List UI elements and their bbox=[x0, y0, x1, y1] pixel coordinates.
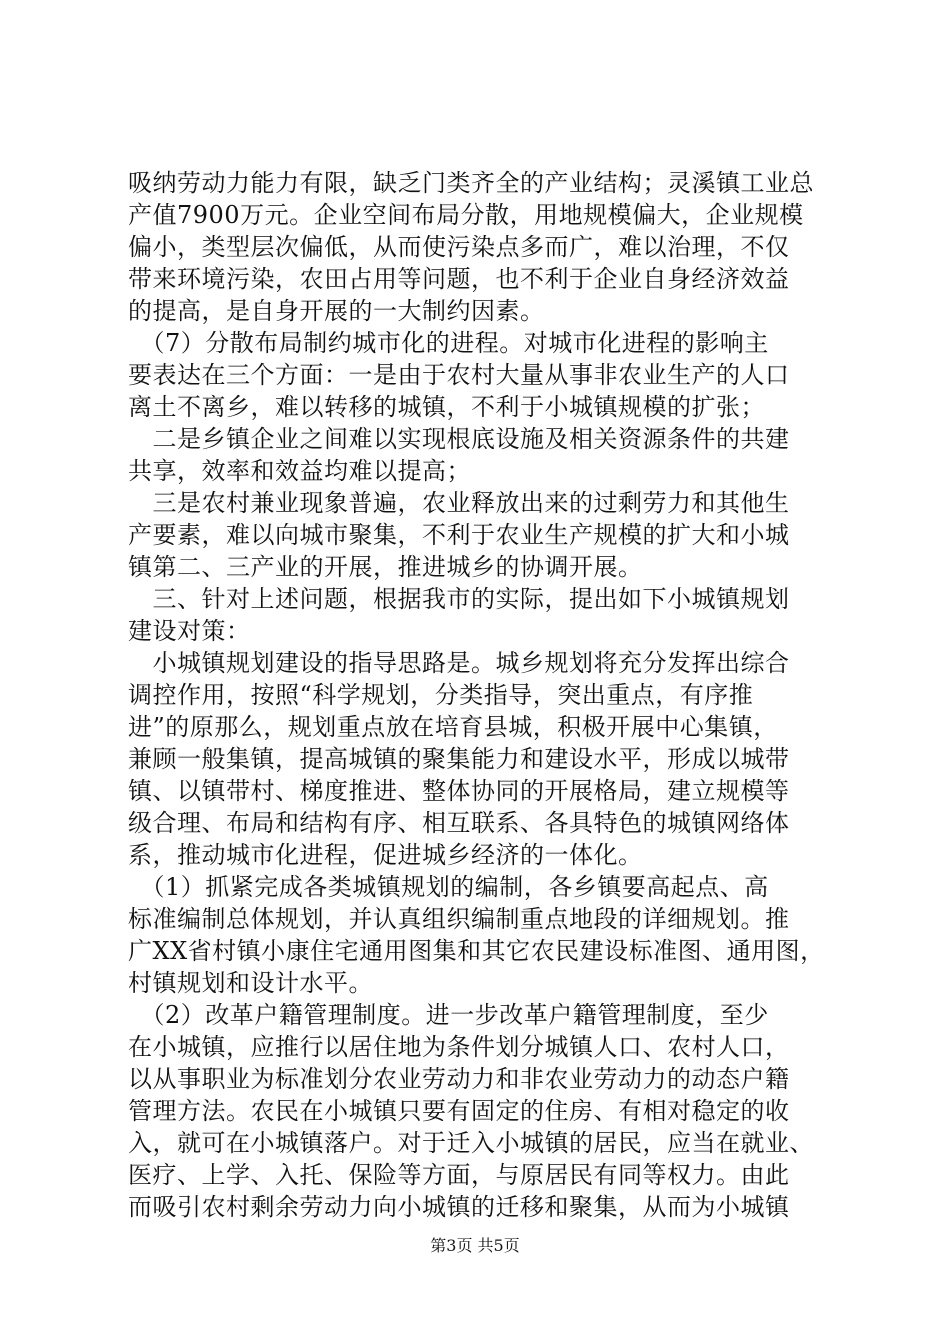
text-line: 产值7900万元。企业空间布局分散，用地规模偏大，企业规模 bbox=[128, 201, 804, 229]
text-line: 离土不离乡，难以转移的城镇，不利于小城镇规模的扩张； bbox=[128, 393, 765, 421]
text-line: 三、针对上述问题，根据我市的实际，提出如下小城镇规划 bbox=[128, 585, 790, 613]
text-line: 产要素，难以向城市聚集，不利于农业生产规模的扩大和小城 bbox=[128, 521, 790, 549]
text-line: （1）抓紧完成各类城镇规划的编制，各乡镇要高起点、高 bbox=[128, 873, 769, 901]
text-line: 要表达在三个方面：一是由于农村大量从事非农业生产的人口 bbox=[128, 361, 790, 389]
text-line: 镇第二、三产业的开展，推进城乡的协调开展。 bbox=[128, 553, 643, 581]
text-line: （7）分散布局制约城市化的进程。对城市化进程的影响主 bbox=[128, 329, 769, 357]
text-line: 的提高，是自身开展的一大制约因素。 bbox=[128, 297, 545, 325]
text-line: 建设对策： bbox=[128, 617, 251, 645]
text-line: （2）改革户籍管理制度。进一步改革户籍管理制度，至少 bbox=[128, 1001, 769, 1029]
text-line: 标准编制总体规划，并认真组织编制重点地段的详细规划。推 bbox=[128, 905, 790, 933]
text-line: 共享，效率和效益均难以提高； bbox=[128, 457, 471, 485]
text-line: 而吸引农村剩余劳动力向小城镇的迁移和聚集，从而为小城镇 bbox=[128, 1193, 790, 1221]
text-line: 级合理、布局和结构有序、相互联系、各具特色的城镇网络体 bbox=[128, 809, 790, 837]
text-line: 医疗、上学、入托、保险等方面，与原居民有同等权力。由此 bbox=[128, 1161, 790, 1189]
text-line: 村镇规划和设计水平。 bbox=[128, 969, 373, 997]
text-line: 吸纳劳动力能力有限，缺乏门类齐全的产业结构；灵溪镇工业总 bbox=[128, 169, 814, 197]
page-footer: 第3页 共5页 bbox=[430, 1236, 520, 1255]
body-text bbox=[128, 167, 833, 1223]
text-line: 偏小，类型层次偏低，从而使污染点多而广，难以治理，不仅 bbox=[128, 233, 790, 261]
text-line: 以从事职业为标准划分农业劳动力和非农业劳动力的动态户籍 bbox=[128, 1065, 790, 1093]
text-line: 三是农村兼业现象普遍，农业释放出来的过剩劳力和其他生 bbox=[128, 489, 790, 517]
text-line: 带来环境污染，农田占用等问题，也不利于企业自身经济效益 bbox=[128, 265, 790, 293]
text-line: 兼顾一般集镇，提高城镇的聚集能力和建设水平，形成以城带 bbox=[128, 745, 790, 773]
text-line: 进”的原那么，规划重点放在培育县城，积极开展中心集镇， bbox=[128, 713, 778, 741]
text-line: 小城镇规划建设的指导思路是。城乡规划将充分发挥出综合 bbox=[128, 649, 790, 677]
text-line: 调控作用，按照“科学规划，分类指导，突出重点，有序推 bbox=[128, 681, 754, 709]
text-line: 系，推动城市化进程，促进城乡经济的一体化。 bbox=[128, 841, 643, 869]
text-line: 二是乡镇企业之间难以实现根底设施及相关资源条件的共建 bbox=[128, 425, 790, 453]
text-line: 管理方法。农民在小城镇只要有固定的住房、有相对稳定的收 bbox=[128, 1097, 790, 1125]
text-line: 广XX省村镇小康住宅通用图集和其它农民建设标准图、通用图， bbox=[128, 937, 825, 965]
text-line: 在小城镇，应推行以居住地为条件划分城镇人口、农村人口， bbox=[128, 1033, 790, 1061]
text-line: 入，就可在小城镇落户。对于迁入小城镇的居民，应当在就业、 bbox=[128, 1129, 814, 1157]
text-line: 镇、以镇带村、梯度推进、整体协同的开展格局，建立规模等 bbox=[128, 777, 790, 805]
